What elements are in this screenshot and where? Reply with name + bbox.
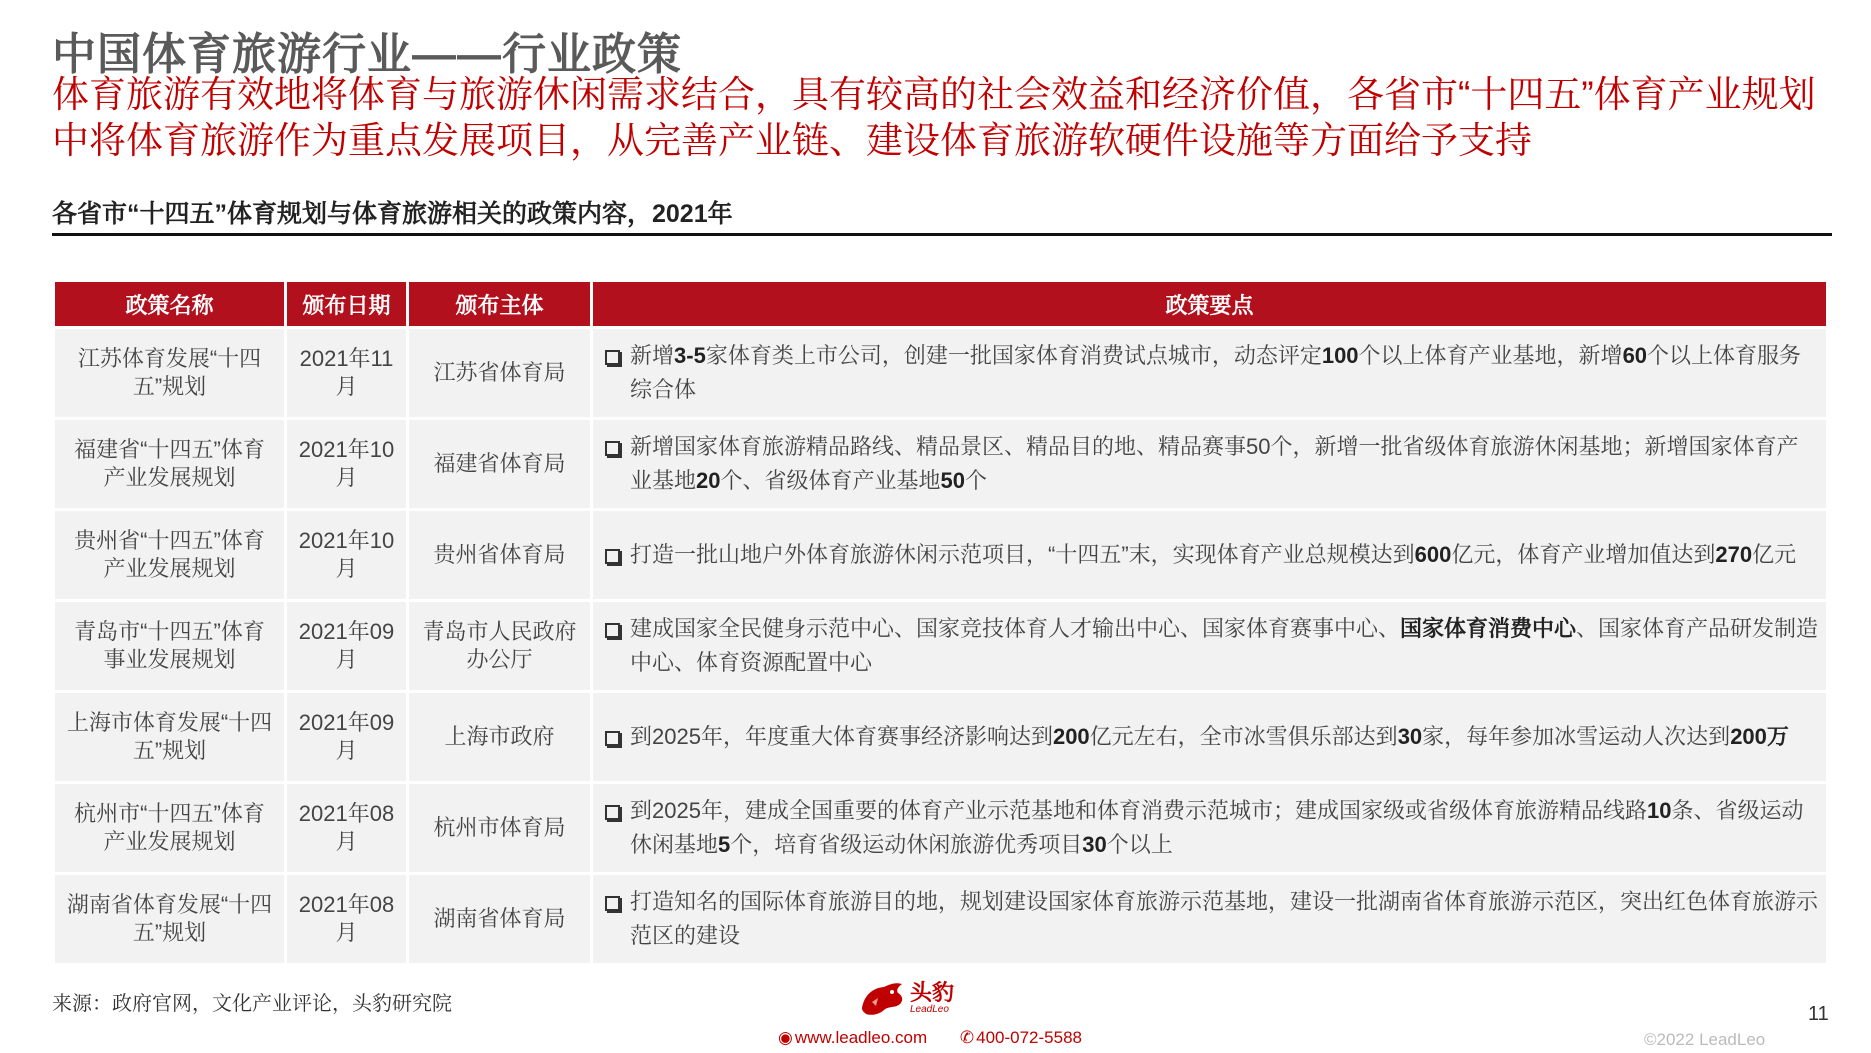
checkbox-bullet-icon <box>605 731 620 746</box>
highlight-figure: 270 <box>1715 542 1753 567</box>
globe-icon: ◉ <box>778 1028 793 1047</box>
table-row <box>55 875 1826 966</box>
issuer-cell: 贵州省体育局 <box>409 511 590 602</box>
policy-point-text <box>630 339 1820 407</box>
issuer-cell: 福建省体育局 <box>409 420 590 511</box>
point-text-segment: 个、省级体育产业基地 <box>720 468 941 493</box>
issuer-cell: 杭州市体育局 <box>409 784 590 875</box>
highlight-figure: 3-5 <box>674 343 706 368</box>
logo-name: 头豹 <box>910 979 955 1005</box>
checkbox-bullet-icon <box>605 896 620 911</box>
point-text-segment: 家体育类上市公司，创建一批国家体育消费试点城市，动态评定 <box>705 343 1322 368</box>
highlight-figure: 50 <box>940 468 965 493</box>
table-row <box>55 693 1826 784</box>
highlight-figure: 5 <box>718 832 731 857</box>
table-row <box>55 511 1826 602</box>
point-text-segment: 个，培育省级运动休闲旅游优秀项目 <box>730 832 1083 857</box>
leopard-logo-icon <box>858 978 906 1018</box>
table-caption: 各省市“十四五”体育规划与体育旅游相关的政策内容，2021年 <box>52 200 733 228</box>
header-issuer: 颁布主体 <box>409 282 590 329</box>
point-text-segment: 建成国家全民健身示范中心、国家竞技体育人才输出中心、国家体育赛事中心、 <box>630 616 1401 641</box>
highlight-figure: 10 <box>1646 798 1672 823</box>
policy-point-text <box>630 430 1820 498</box>
point-text-segment: 亿元，体育产业增加值达到 <box>1451 542 1716 567</box>
highlight-figure: 60 <box>1622 343 1648 368</box>
highlight-figure: 100 <box>1321 343 1359 368</box>
policy-points-cell <box>593 693 1826 784</box>
highlight-figure: 30 <box>1082 832 1107 857</box>
point-text-segment: 个 <box>965 468 988 493</box>
page-number: 11 <box>1808 1003 1829 1025</box>
point-text-segment: 打造一批山地户外体育旅游休闲示范项目，“十四五”末，实现体育产业总规模达到 <box>630 542 1415 567</box>
point-text-segment: 个以上体育服务综合体 <box>630 343 1802 402</box>
highlight-figure: 200万 <box>1730 724 1789 749</box>
page-subtitle: 体育旅游有效地将体育与旅游休闲需求结合，具有较高的社会效益和经济价值，各省市“十四五”体育产业规划中将体育旅游作为重点发展项目，从完善产业链、建设体育旅游软硬件设施等方面给予支持 <box>52 74 1816 161</box>
header-policy-name: 政策名称 <box>55 282 284 329</box>
table-header-row <box>55 282 1826 329</box>
checkbox-bullet-icon <box>605 805 620 820</box>
issue-date-cell: 2021年09月 <box>287 602 406 693</box>
issue-date-cell: 2021年08月 <box>287 875 406 966</box>
highlight-figure: 20 <box>696 468 721 493</box>
issue-date-cell: 2021年11月 <box>287 329 406 420</box>
policy-points-cell <box>593 602 1826 693</box>
policy-name-cell: 青岛市“十四五”体育事业发展规划 <box>55 602 284 693</box>
source-note: 来源：政府官网，文化产业评论，头豹研究院 <box>52 993 452 1015</box>
highlight-figure: 200 <box>1052 724 1090 749</box>
logo-english-name: LeadLeo <box>910 1003 949 1015</box>
policy-point-text <box>630 612 1820 680</box>
point-text-segment: 个以上 <box>1106 832 1173 857</box>
point-text-segment: 亿元 <box>1752 542 1797 567</box>
issue-date-cell: 2021年08月 <box>287 784 406 875</box>
point-text-segment: 打造知名的国际体育旅游目的地，规划建设国家体育旅游示范基地，建设一批湖南省体育旅游示范区，突出红色体育旅游示范区的建设 <box>630 889 1819 948</box>
point-text-segment: 家，每年参加冰雪运动人次达到 <box>1422 724 1731 749</box>
policy-name-cell: 江苏体育发展“十四五”规划 <box>55 329 284 420</box>
table-row <box>55 329 1826 420</box>
checkbox-bullet-icon <box>605 441 620 456</box>
page-title: 中国体育旅游行业——行业政策 <box>52 30 682 79</box>
point-text-segment: 、国家体育产品研发制造中心、体育资源配置中心 <box>630 616 1819 675</box>
policy-name-cell: 杭州市“十四五”体育产业发展规划 <box>55 784 284 875</box>
point-text-segment: 条、省级运动休闲基地 <box>630 798 1804 857</box>
policy-name-cell: 上海市体育发展“十四五”规划 <box>55 693 284 784</box>
policy-point-text <box>630 794 1820 862</box>
policy-points-cell <box>593 420 1826 511</box>
contact-info <box>778 1028 1110 1048</box>
table-row <box>55 784 1826 875</box>
checkbox-bullet-icon <box>605 350 620 365</box>
policy-point-text <box>630 720 1789 754</box>
policy-table <box>52 282 1829 966</box>
caption-divider <box>52 233 1832 236</box>
point-text-segment: 到2025年，年度重大体育赛事经济影响达到 <box>630 724 1053 749</box>
highlight-figure: 国家体育消费中心 <box>1400 616 1577 641</box>
policy-point-text <box>630 885 1820 953</box>
issuer-cell: 上海市政府 <box>409 693 590 784</box>
website-link[interactable]: www.leadleo.com <box>794 1028 928 1047</box>
policy-name-cell: 贵州省“十四五”体育产业发展规划 <box>55 511 284 602</box>
table-row <box>55 602 1826 693</box>
copyright: ©2022 LeadLeo <box>1644 1030 1766 1049</box>
header-issue-date: 颁布日期 <box>287 282 406 329</box>
policy-points-cell <box>593 511 1826 602</box>
checkbox-bullet-icon <box>605 549 620 564</box>
policy-name-cell: 福建省“十四五”体育产业发展规划 <box>55 420 284 511</box>
issue-date-cell: 2021年10月 <box>287 511 406 602</box>
issue-date-cell: 2021年09月 <box>287 693 406 784</box>
policy-point-text <box>630 538 1796 572</box>
point-text-segment: 亿元左右，全市冰雪俱乐部达到 <box>1089 724 1398 749</box>
point-text-segment: 新增 <box>630 343 675 368</box>
policy-points-cell <box>593 784 1826 875</box>
leadleo-logo <box>858 978 954 1018</box>
highlight-figure: 30 <box>1397 724 1423 749</box>
issuer-cell: 江苏省体育局 <box>409 329 590 420</box>
highlight-figure: 600 <box>1414 542 1452 567</box>
table-row <box>55 420 1826 511</box>
policy-name-cell: 湖南省体育发展“十四五”规划 <box>55 875 284 966</box>
point-text-segment: 新增国家体育旅游精品路线、精品景区、精品目的地、精品赛事50个，新增一批省级体育旅游休闲基地；新增国家体育产业基地 <box>630 434 1799 493</box>
policy-points-cell <box>593 329 1826 420</box>
point-text-segment: 到2025年，建成全国重要的体育产业示范基地和体育消费示范城市；建成国家级或省级体育旅游精品线路 <box>630 798 1647 823</box>
policy-points-cell <box>593 875 1826 966</box>
header-policy-points: 政策要点 <box>593 282 1826 329</box>
phone-icon: ✆ <box>959 1028 975 1047</box>
point-text-segment: 个以上体育产业基地，新增 <box>1358 343 1623 368</box>
phone-number: 400-072-5588 <box>976 1028 1082 1047</box>
issuer-cell: 青岛市人民政府办公厅 <box>409 602 590 693</box>
checkbox-bullet-icon <box>605 623 620 638</box>
issuer-cell: 湖南省体育局 <box>409 875 590 966</box>
issue-date-cell: 2021年10月 <box>287 420 406 511</box>
